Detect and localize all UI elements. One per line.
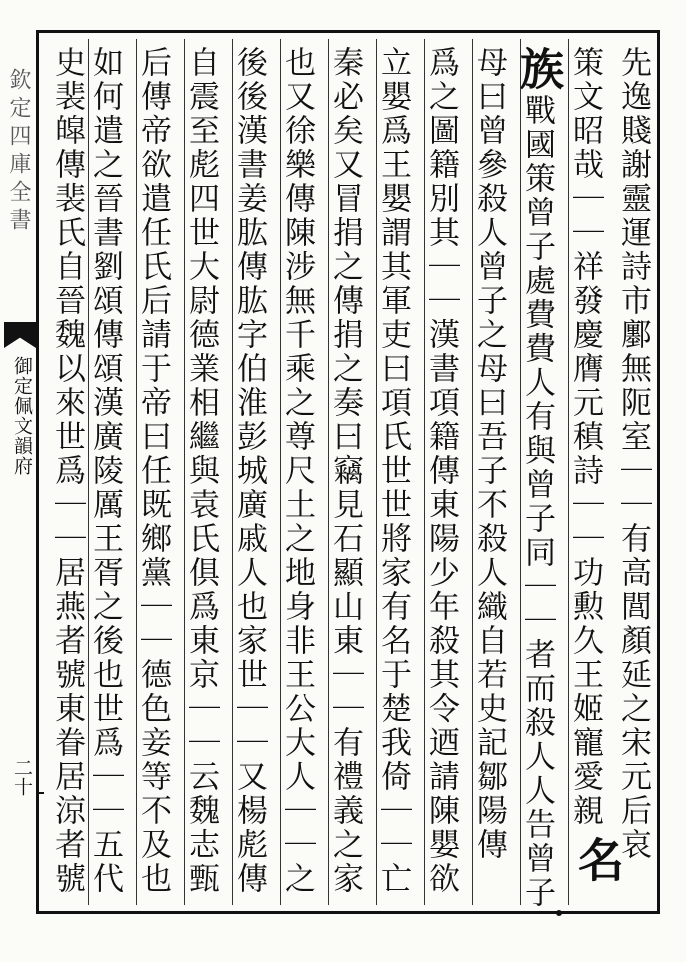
text-column-8: 也又徐樂傳陳涉無千乘之尊尺土之地身非王公大人｜｜之 [279,46,315,896]
text-column-13: 史裴皡傳裴氏自晉魏以來世爲｜｜居燕者號東眷居涼者號 [49,46,85,896]
ink-dot [556,910,562,916]
text-column-2: 策文昭哉｜｜祥發慶膺元稹詩｜｜功勲久王姬寵愛親 [567,46,603,828]
text-column-6: 立嬰爲王嬰謂其軍吏曰項氏世世將家有名于楚我倚｜｜亡 [375,46,411,896]
text-column-7: 秦必矣又冒捐之傳捐之奏曰竊見石顯山東｜｜有禮義之家 [327,46,363,896]
text-column-12: 如何遣之晉書劉頌傳頌漢廣陵厲王胥之後也世爲｜｜五代 [87,46,123,896]
entry-text-zu: 戰國策曾子處費費人有與曾子同｜｜者而殺人人告曾子 [519,94,555,910]
text-column-9: 後後漢書姜肱傳肱字伯淮彭城廣戚人也家世｜｜又楊彪傳 [231,46,267,896]
text-column-1: 先逸賤謝靈運詩市鄽無阨室｜｜有高閭顏延之宋元后哀 [615,46,651,862]
text-column-11: 后傳帝欲遣任氏后請于帝曰任既鄉黨｜｜德色妾等不及也 [135,46,171,896]
fishtail-mark-icon [4,322,36,348]
text-column-4: 母曰曾參殺人曾子之母曰吾子不殺人織自若史記鄒陽傳 [471,46,507,862]
text-column-10: 自震至彪四世大尉德業相繼與袁氏俱爲東京｜｜云魏志甄 [183,46,219,896]
margin-strip [0,30,36,914]
text-column-3 [512,46,563,910]
text-column-5: 爲之圖籍別其｜｜漢書項籍傳東陽少年殺其令迺請陳嬰欲 [423,46,459,896]
margin-book-title: 欽定四庫全書 [6,68,31,236]
margin-book-name: 御定佩文韻府 [11,356,33,476]
head-character: 名 [571,836,625,882]
entry-head-zu: 族 [512,46,563,94]
margin-folio: 二十 [11,758,33,796]
